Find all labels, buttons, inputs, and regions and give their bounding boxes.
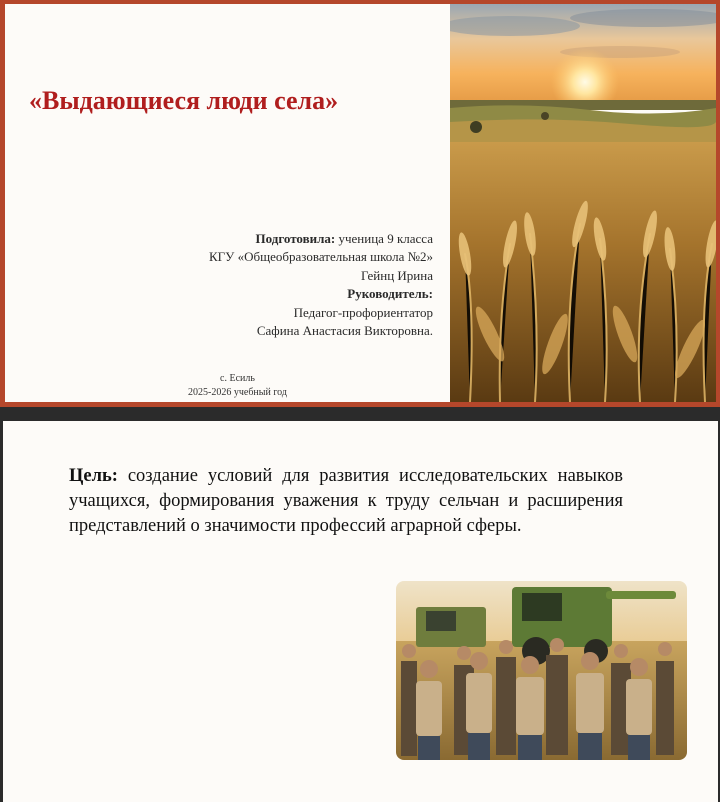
prepared-line [209, 230, 433, 248]
wheat-field-image [450, 4, 716, 402]
school-year: 2025-2026 учебный год [188, 387, 287, 398]
village-name: с. Есиль [220, 373, 255, 384]
goal-label: Цель: [69, 466, 118, 486]
place-block [175, 372, 300, 400]
goal-slide [3, 421, 718, 802]
school-name: КГУ «Общеобразовательная школа №2» [209, 249, 433, 265]
goal-text: создание условий для развития исследовательских навыков учащихся, формирования уважения к труду сельчан и расширения представлений о значимости профессий аграрной сферы. [69, 466, 623, 536]
presentation-title: «Выдающиеся люди села» [29, 86, 339, 115]
supervisor-name: Сафина Анастасия Викторовна. [256, 323, 433, 339]
prepared-value: ученица 9 класса [335, 231, 433, 246]
title-slide-content [5, 4, 716, 402]
supervisor-role: Педагог-профориентатор [293, 304, 433, 320]
goal-paragraph [69, 464, 623, 539]
credits-block [209, 230, 433, 340]
prepared-label: Подготовила: [255, 231, 336, 246]
student-name: Гейнц Ирина [361, 267, 433, 283]
farm-workers-image [396, 581, 687, 760]
supervisor-label: Руководитель: [347, 286, 433, 302]
